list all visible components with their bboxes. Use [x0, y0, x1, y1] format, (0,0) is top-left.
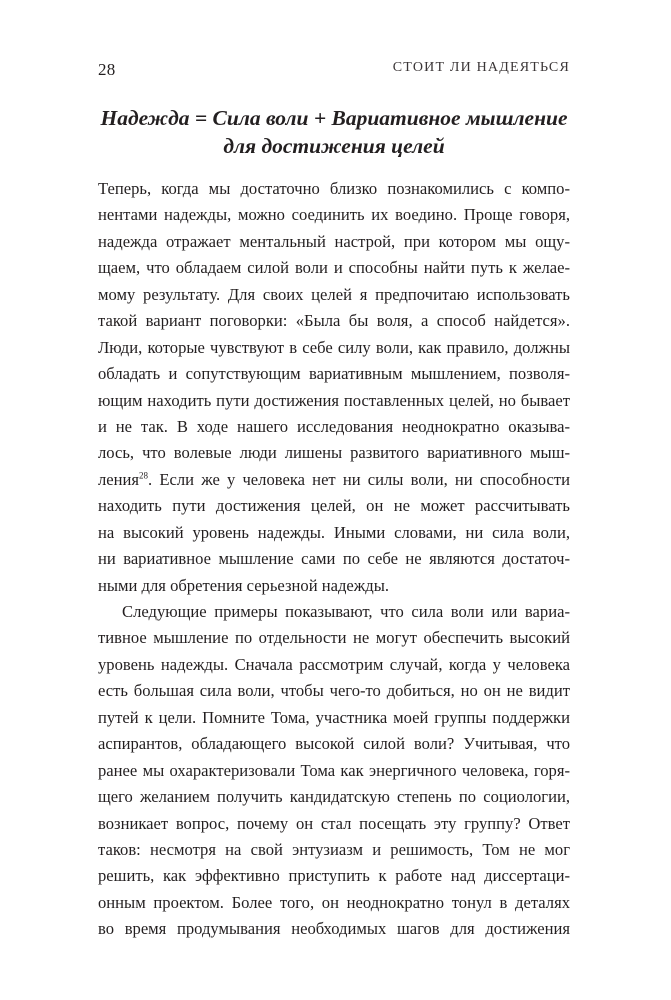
text-line: во время продумывания необходимых шагов для достижения [98, 919, 570, 939]
text-line: щего желанием получить кандидатскую степень по социологии, [98, 787, 570, 807]
text-line: обладать и сопутствующим вариативным мышлением, позволя- [98, 364, 570, 384]
text-line: лось, что волевые люди лишены развитого вариативного мыш- [98, 443, 570, 463]
footnote-reference[interactable]: 28 [139, 470, 149, 481]
text-line: путей к цели. Помните Тома, участника моей группы поддержки [98, 707, 570, 727]
text-line-with-footnote [98, 467, 570, 493]
text-line: Следующие примеры показывают, что сила воли или вариа- [122, 602, 570, 621]
text-line: аспирантов, обладающего высокой силой воли? Учитывая, что [98, 734, 570, 754]
running-title: СТОИТ ЛИ НАДЕЯТЬСЯ [392, 60, 570, 75]
section-title [98, 104, 570, 160]
running-head [98, 60, 570, 84]
text-line: находить пути достижения целей, он не может рассчитывать [98, 496, 570, 516]
text-line: ни вариативное мышление сами по себе не являются достаточ- [98, 549, 570, 569]
text-line: Люди, которые чувствуют в себе силу воли, как правило, должны [98, 337, 570, 357]
paragraph-2 [98, 599, 570, 943]
text-line: таков: несмотря на свой энтузиазм и решимость, Том не мог [98, 839, 570, 859]
text-line: ющим находить пути достижения поставленных целей, но бывает [98, 390, 570, 410]
section-title-line-1: Надежда = Сила воли + Вариативное мышление [100, 106, 568, 130]
paragraph-1 [98, 176, 570, 599]
text-line: на высокий уровень надежды. Иными словами, ни сила воли, [98, 522, 570, 542]
text-line: возникает вопрос, почему он стал посещать эту группу? Ответ [98, 813, 570, 833]
text-line: нентами надежды, можно соединить их воедино. Проще говоря, [98, 205, 570, 225]
text-line: тивное мышление по отдельности не могут обеспечить высокий [98, 628, 570, 648]
text-line: мому результату. Для своих целей я предпочитаю использовать [98, 284, 570, 304]
text-line: Теперь, когда мы достаточно близко познакомились с компо- [98, 179, 570, 198]
footnote-line-end: . Если же у человека нет ни силы воли, ни способности [148, 469, 570, 489]
page-number: 28 [98, 60, 116, 79]
text-line: ранее мы охарактеризовали Тома как энергичного человека, горя- [98, 760, 570, 780]
text-line: уровень надежды. Сначала рассмотрим случай, когда у человека [98, 654, 570, 674]
text-line: щаем, что обладаем силой воли и способны найти путь к желае- [98, 258, 570, 278]
text-line: онным проектом. Более того, он неоднократно тонул в деталях [98, 892, 570, 912]
body-text [98, 176, 570, 943]
text-line: такой вариант поговорки: «Была бы воля, а способ найдется». [98, 311, 570, 331]
text-line: решить, как эффективно приступить к работе над диссертаци- [98, 866, 570, 886]
text-line: есть большая сила воли, чтобы чего-то добиться, но он не видит [98, 681, 570, 701]
footnote-line-start: ления [98, 469, 140, 489]
section-title-line-2: для достижения целей [223, 134, 445, 158]
text-line: и не так. В ходе нашего исследования неоднократно оказыва- [98, 416, 570, 436]
text-line: ными для обретения серьезной надежды. [98, 575, 390, 595]
text-line: надежда отражает ментальный настрой, при котором мы ощу- [98, 231, 570, 251]
